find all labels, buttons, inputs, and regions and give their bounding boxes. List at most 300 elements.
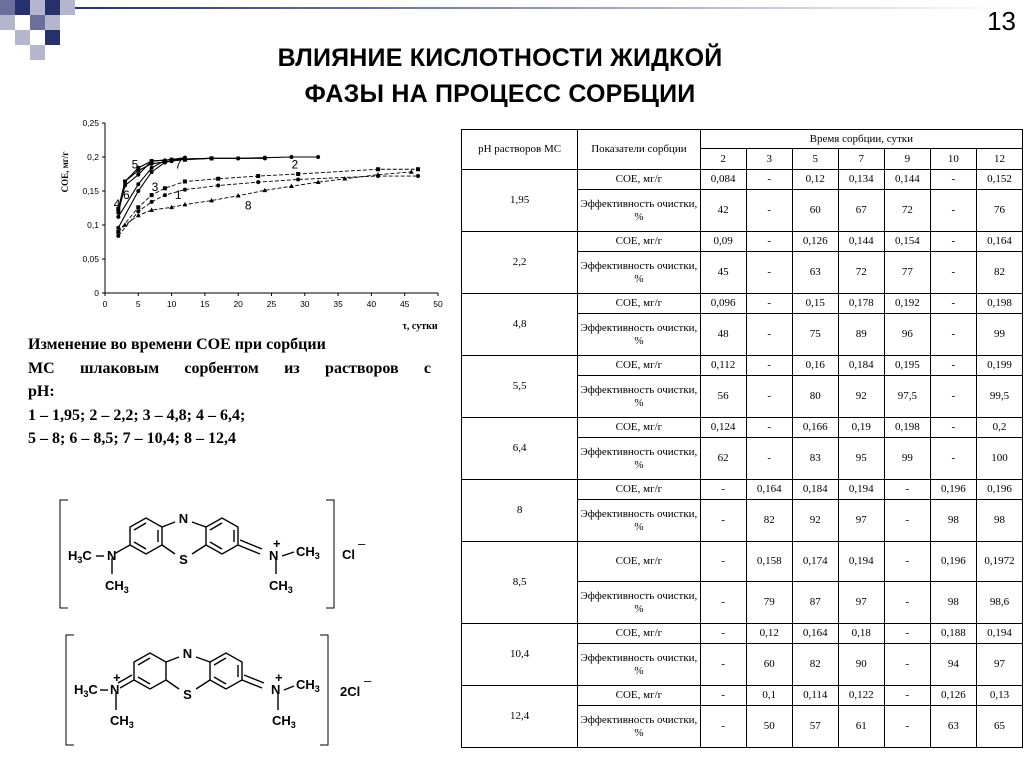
cell-eff: 97	[976, 644, 1022, 686]
deco-bar	[75, 7, 1010, 9]
header-day: 5	[792, 149, 838, 170]
data-point	[150, 166, 154, 170]
cell-soe: 0,184	[792, 480, 838, 500]
cell-eff: -	[746, 438, 792, 480]
y-tick-label: 0,05	[82, 254, 99, 264]
bracket-right	[320, 635, 328, 745]
series-1	[113, 174, 420, 238]
cell-ph: 5,5	[462, 356, 578, 418]
cell-eff: 97	[838, 582, 884, 624]
y-tick-label: 0	[94, 288, 99, 298]
slide-title	[190, 40, 810, 112]
cell-soe: 0,194	[838, 542, 884, 582]
cell-eff: 42	[700, 190, 746, 232]
cell-soe: 0,178	[838, 294, 884, 314]
x-tick-label: 45	[399, 299, 410, 309]
cell-eff: 61	[838, 706, 884, 748]
header-day: 2	[700, 149, 746, 170]
caption-line-1: Изменение во времени СОЕ при сорбции	[28, 336, 326, 353]
data-point	[416, 167, 420, 171]
cell-soe: 0,195	[884, 356, 930, 376]
cell-eff: 100	[976, 438, 1022, 480]
cell-soe: 0,126	[930, 686, 976, 706]
curve-label: 3	[151, 180, 159, 194]
cell-soe: 0,16	[792, 356, 838, 376]
cell-soe: -	[746, 232, 792, 252]
cell-soe: -	[930, 356, 976, 376]
series-line	[118, 169, 418, 232]
cell-soe: 0,1	[746, 686, 792, 706]
curve-label: 2	[291, 157, 299, 172]
caption-line-5: 5 – 8; 6 – 8,5; 7 – 10,4; 8 – 12,4	[28, 430, 236, 447]
table-row	[462, 418, 1023, 438]
cell-label-eff: Эффективность очистки, %	[578, 644, 700, 686]
deco-square	[0, 15, 15, 30]
cell-ph: 8,5	[462, 542, 578, 624]
cell-soe: 0,188	[930, 624, 976, 644]
data-point	[409, 169, 414, 173]
cell-eff: -	[930, 252, 976, 294]
cell-eff: 60	[746, 644, 792, 686]
structural-formulas	[50, 490, 380, 760]
cell-eff: 99	[976, 314, 1022, 356]
x-tick-label: 15	[200, 299, 210, 309]
data-point	[376, 167, 380, 171]
cell-eff: 89	[838, 314, 884, 356]
y-tick-label: 0,25	[82, 118, 99, 128]
x-tick-label: 5	[135, 299, 141, 309]
y-tick-label: 0,1	[87, 220, 99, 230]
cell-eff: 83	[792, 438, 838, 480]
x-tick-label: 20	[233, 299, 243, 309]
cell-label-eff: Эффективность очистки, %	[578, 252, 700, 294]
cell-soe: 0,084	[700, 170, 746, 190]
cell-ph: 12,4	[462, 686, 578, 748]
deco-square	[30, 45, 45, 60]
cell-eff: 98	[976, 500, 1022, 542]
cell-eff: -	[746, 314, 792, 356]
curve-label: 4	[113, 197, 121, 211]
cell-soe: 0,196	[930, 542, 976, 582]
title-line-2: ФАЗЫ НА ПРОЦЕСС СОРБЦИИ	[304, 80, 696, 108]
group-ch3-right-top: $CH_3$	[296, 677, 320, 694]
atom-n-right: N	[271, 682, 281, 697]
cell-eff: 99	[884, 438, 930, 480]
cell-soe: 0,198	[976, 294, 1022, 314]
cell-ph: 8	[462, 480, 578, 542]
title-line-1: ВЛИЯНИЕ КИСЛОТНОСТИ ЖИДКОЙ	[277, 44, 723, 72]
data-point	[183, 157, 187, 161]
atom-n-right: N	[269, 548, 279, 563]
cell-eff: 63	[792, 252, 838, 294]
table-row	[462, 542, 1023, 582]
atom-n-left: N	[110, 682, 120, 697]
cell-label-soe: СОЕ, мг/г	[578, 624, 700, 644]
table-row	[462, 686, 1023, 706]
cell-soe: 0,126	[792, 232, 838, 252]
cell-eff: 75	[792, 314, 838, 356]
cell-eff: 97	[838, 500, 884, 542]
deco-square	[15, 0, 30, 15]
sorption-chart	[50, 110, 450, 335]
cell-label-soe: СОЕ, мг/г	[578, 542, 700, 582]
group-h3c: $H_3C$	[68, 548, 92, 565]
cell-eff: 65	[976, 706, 1022, 748]
curve-label: 5	[131, 157, 139, 172]
chart-ylabel: СОЕ, мг/г	[60, 151, 70, 193]
cell-eff: 98	[930, 500, 976, 542]
data-point	[296, 172, 300, 176]
x-tick-label: 10	[166, 299, 177, 309]
cell-soe: 0,19	[838, 418, 884, 438]
cell-eff: -	[884, 500, 930, 542]
cell-eff: 90	[838, 644, 884, 686]
data-point	[123, 222, 128, 226]
cell-label-soe: СОЕ, мг/г	[578, 480, 700, 500]
curve-label: 7	[174, 157, 182, 172]
cell-soe: 0,144	[838, 232, 884, 252]
cell-label-soe: СОЕ, мг/г	[578, 170, 700, 190]
atom-n-top: N	[178, 511, 189, 526]
cell-eff: -	[700, 582, 746, 624]
cell-soe: 0,112	[700, 356, 746, 376]
data-point	[136, 173, 140, 177]
cell-soe: 0,15	[792, 294, 838, 314]
data-point	[236, 156, 240, 160]
atom-n-left: N	[107, 548, 117, 563]
cell-eff: -	[746, 252, 792, 294]
data-point	[123, 179, 127, 183]
cell-label-eff: Эффективность очистки, %	[578, 438, 700, 480]
cell-eff: 97,5	[884, 376, 930, 418]
cell-eff: -	[884, 582, 930, 624]
cell-label-soe: СОЕ, мг/г	[578, 294, 700, 314]
cell-soe: 0,152	[976, 170, 1022, 190]
cell-soe: 0,164	[792, 624, 838, 644]
chart-caption	[28, 333, 431, 451]
cell-ph: 2,2	[462, 232, 578, 294]
header-day: 7	[838, 149, 884, 170]
table-row	[462, 624, 1023, 644]
x-tick-label: 25	[266, 299, 277, 309]
header-time: Время сорбции, сутки	[700, 130, 1022, 149]
cell-eff: -	[884, 706, 930, 748]
data-point	[183, 179, 187, 183]
table-row	[462, 170, 1023, 190]
atom-s: S	[179, 552, 188, 567]
header-day: 12	[976, 149, 1022, 170]
caption-word: сорбентом	[184, 359, 259, 377]
anion-2cl: 2Cl	[340, 684, 361, 699]
x-tick-label: 50	[433, 299, 443, 309]
cell-soe: 0,194	[976, 624, 1022, 644]
cell-soe: -	[700, 624, 746, 644]
cell-ph: 1,95	[462, 170, 578, 232]
cell-eff: 80	[792, 376, 838, 418]
cell-soe: 0,134	[838, 170, 884, 190]
data-point	[116, 215, 120, 219]
cell-soe: 0,114	[792, 686, 838, 706]
cell-soe: -	[884, 624, 930, 644]
cell-label-soe: СОЕ, мг/г	[578, 686, 700, 706]
cell-soe: -	[884, 686, 930, 706]
cell-eff: 67	[838, 190, 884, 232]
group-ch3-left: $CH_3$	[105, 578, 129, 595]
data-point	[210, 156, 214, 160]
cell-soe: 0,096	[700, 294, 746, 314]
cell-eff: 82	[746, 500, 792, 542]
x-tick-label: 35	[333, 299, 343, 309]
cell-soe: 0,18	[838, 624, 884, 644]
cell-eff: 77	[884, 252, 930, 294]
cell-eff: 82	[792, 644, 838, 686]
ring-bonds	[116, 653, 281, 710]
cell-eff: 56	[700, 376, 746, 418]
data-point	[316, 155, 320, 159]
cell-eff: 72	[884, 190, 930, 232]
data-point	[170, 159, 174, 163]
cell-soe: 0,124	[700, 418, 746, 438]
data-point	[116, 234, 120, 238]
caption-line-2	[28, 357, 431, 381]
data-point	[149, 207, 154, 211]
chart-series	[113, 155, 420, 238]
table-row	[462, 232, 1023, 252]
cell-eff: -	[930, 438, 976, 480]
cell-eff: 94	[930, 644, 976, 686]
cell-eff: 92	[838, 376, 884, 418]
curve-label: 8	[244, 198, 252, 213]
cell-soe: 0,2	[976, 418, 1022, 438]
cell-soe: -	[700, 542, 746, 582]
cell-eff: -	[700, 706, 746, 748]
y-tick-label: 0,2	[87, 152, 99, 162]
data-point	[136, 182, 140, 186]
cell-ph: 4,8	[462, 294, 578, 356]
table-row	[462, 356, 1023, 376]
cell-soe: -	[884, 542, 930, 582]
cell-soe: -	[746, 418, 792, 438]
caption-word: из	[284, 359, 300, 377]
data-point	[150, 170, 154, 174]
cell-soe: 0,196	[976, 480, 1022, 500]
cell-label-soe: СОЕ, мг/г	[578, 232, 700, 252]
group-h3c: $H_3C$	[74, 682, 98, 699]
header-day: 10	[930, 149, 976, 170]
cell-soe: 0,174	[792, 542, 838, 582]
cell-eff: -	[746, 376, 792, 418]
data-point	[150, 162, 154, 166]
cell-soe: -	[930, 232, 976, 252]
cell-eff: 63	[930, 706, 976, 748]
data-point	[136, 209, 140, 213]
atom-n-top: N	[182, 646, 193, 661]
table-row	[462, 294, 1023, 314]
data-point	[136, 189, 140, 193]
cell-ph: 10,4	[462, 624, 578, 686]
curve-label: 1	[174, 188, 182, 203]
data-point	[256, 180, 260, 184]
chart-axes	[82, 118, 443, 309]
cell-eff: 50	[746, 706, 792, 748]
anion-charge: –	[358, 536, 366, 551]
cell-soe: 0,196	[930, 480, 976, 500]
cell-soe: 0,1972	[976, 542, 1022, 582]
data-point	[150, 200, 154, 204]
data-point	[296, 177, 300, 181]
cell-soe: -	[930, 294, 976, 314]
cell-eff: 99,5	[976, 376, 1022, 418]
cell-label-eff: Эффективность очистки, %	[578, 582, 700, 624]
data-point	[416, 174, 420, 178]
cell-soe: 0,158	[746, 542, 792, 582]
cell-soe: -	[930, 418, 976, 438]
cell-soe: 0,166	[792, 418, 838, 438]
cell-eff: -	[930, 376, 976, 418]
cell-soe: -	[746, 294, 792, 314]
x-tick-label: 30	[300, 299, 310, 309]
cell-eff: 98	[930, 582, 976, 624]
cell-eff: -	[746, 190, 792, 232]
anion-cl: Cl	[342, 547, 355, 562]
cell-soe: 0,09	[700, 232, 746, 252]
cell-eff: 95	[838, 438, 884, 480]
header-ph: pH растворов МС	[462, 130, 578, 170]
cell-eff: -	[930, 314, 976, 356]
caption-word: с	[423, 359, 431, 377]
x-tick-label: 0	[102, 299, 108, 309]
cell-eff: 92	[792, 500, 838, 542]
cell-eff: -	[700, 500, 746, 542]
cell-eff: -	[700, 644, 746, 686]
cell-eff: 82	[976, 252, 1022, 294]
cell-eff: 57	[792, 706, 838, 748]
cell-eff: -	[930, 190, 976, 232]
cell-eff: 87	[792, 582, 838, 624]
cell-soe: 0,144	[884, 170, 930, 190]
cell-eff: 79	[746, 582, 792, 624]
bracket-right	[326, 500, 334, 608]
cell-eff: -	[884, 644, 930, 686]
cell-soe: 0,199	[976, 356, 1022, 376]
caption-line-4: 1 – 1,95; 2 – 2,2; 3 – 4,8; 4 – 6,4;	[28, 406, 246, 424]
cell-soe: -	[700, 480, 746, 500]
table-row	[462, 480, 1023, 500]
table-body	[462, 170, 1023, 748]
chart-xlabel: τ, сутки	[402, 321, 438, 332]
cell-eff: 76	[976, 190, 1022, 232]
deco-square	[60, 0, 75, 15]
cell-soe: 0,164	[976, 232, 1022, 252]
cell-soe: 0,12	[792, 170, 838, 190]
group-ch3-left: $CH_3$	[110, 713, 134, 730]
deco-square	[15, 30, 30, 45]
cell-soe: 0,184	[838, 356, 884, 376]
series-line	[118, 176, 418, 236]
deco-square	[30, 15, 45, 30]
cell-soe: -	[930, 170, 976, 190]
cell-soe: 0,13	[976, 686, 1022, 706]
deco-square	[45, 0, 60, 15]
deco-square	[30, 0, 45, 15]
cell-label-soe: СОЕ, мг/г	[578, 356, 700, 376]
data-point	[256, 174, 260, 178]
y-tick-label: 0,15	[82, 186, 99, 196]
cell-eff: 98,6	[976, 582, 1022, 624]
data-point	[163, 193, 167, 197]
series-2	[113, 167, 420, 234]
cell-eff: 48	[700, 314, 746, 356]
caption-line-3: pH:	[28, 383, 55, 400]
group-ch3-right-bottom: $CH_3$	[272, 713, 296, 730]
cell-soe: 0,192	[884, 294, 930, 314]
cell-ph: 6,4	[462, 418, 578, 480]
charge-plus-left: +	[113, 670, 121, 685]
group-ch3-right-top: $CH_3$	[296, 544, 320, 561]
cell-soe: -	[700, 686, 746, 706]
data-point	[263, 156, 267, 160]
deco-square	[45, 30, 60, 45]
cell-soe: 0,122	[838, 686, 884, 706]
series-8	[113, 169, 414, 233]
cell-label-eff: Эффективность очистки, %	[578, 376, 700, 418]
cell-soe: -	[746, 356, 792, 376]
charge-plus: +	[275, 670, 283, 685]
cell-label-eff: Эффективность очистки, %	[578, 314, 700, 356]
deco-square	[0, 0, 15, 15]
header-day: 9	[884, 149, 930, 170]
cell-soe: 0,198	[884, 418, 930, 438]
data-point	[216, 177, 220, 181]
cell-label-eff: Эффективность очистки, %	[578, 500, 700, 542]
header-day: 3	[746, 149, 792, 170]
series-line	[118, 172, 411, 232]
data-point	[163, 186, 167, 190]
caption-word: МС	[28, 359, 55, 377]
header-indicators: Показатели сорбции	[578, 130, 700, 170]
data-point	[183, 188, 187, 192]
cell-label-eff: Эффективность очистки, %	[578, 706, 700, 748]
caption-word: растворов	[325, 359, 399, 377]
cell-eff: 62	[700, 438, 746, 480]
slide-number: 13	[987, 6, 1016, 36]
ring-bonds	[112, 518, 279, 574]
cell-label-eff: Эффективность очистки, %	[578, 190, 700, 232]
cell-soe: -	[746, 170, 792, 190]
x-tick-label: 40	[366, 299, 377, 309]
data-point	[116, 226, 120, 230]
cell-soe: 0,12	[746, 624, 792, 644]
cell-soe: 0,164	[746, 480, 792, 500]
cell-label-soe: СОЕ, мг/г	[578, 418, 700, 438]
atom-s: S	[183, 687, 192, 702]
cell-soe: 0,154	[884, 232, 930, 252]
cell-soe: -	[884, 480, 930, 500]
cell-eff: 96	[884, 314, 930, 356]
data-point	[216, 184, 220, 188]
anion-charge: –	[364, 673, 372, 688]
formula-methylene-blue	[60, 500, 366, 608]
bracket-left	[66, 635, 74, 745]
cell-soe: 0,194	[838, 480, 884, 500]
bracket-left	[60, 500, 68, 608]
sorption-data-table	[461, 129, 1023, 748]
curve-label: 6	[122, 188, 130, 203]
charge-plus: +	[273, 536, 281, 551]
caption-word: шлаковым	[79, 359, 160, 377]
cell-eff: 72	[838, 252, 884, 294]
deco-square	[45, 15, 60, 30]
